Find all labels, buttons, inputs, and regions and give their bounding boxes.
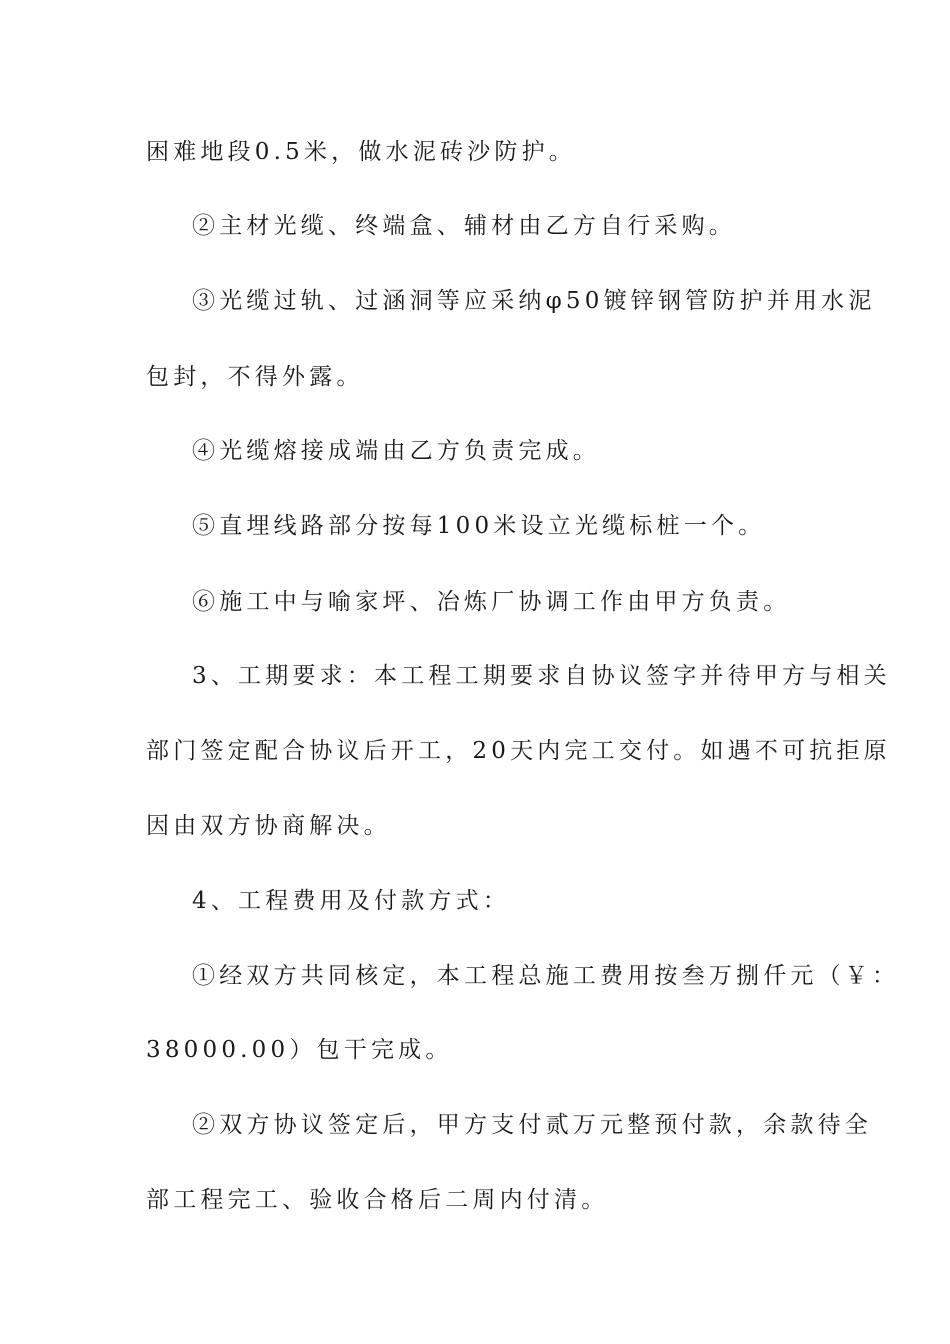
text-line-15: 部工程完工、验收合格后二周内付清。 (146, 1187, 609, 1213)
text-line-3: ③光缆过轨、过涵洞等应采纳φ50镀锌钢管防护并用水泥 (192, 288, 876, 314)
text-line-11: 4、工程费用及付款方式： (192, 888, 511, 914)
text-line-5: ④光缆熔接成端由乙方负责完成。 (192, 438, 600, 464)
text-line-2: ②主材光缆、终端盒、辅材由乙方自行采购。 (192, 213, 736, 239)
text-line-8: 3、工期要求：本工程工期要求自协议签字并待甲方与相关 (192, 663, 891, 689)
text-line-6: ⑤直埋线路部分按每100米设立光缆标桩一个。 (192, 513, 766, 539)
text-line-10: 因由双方协商解决。 (146, 813, 391, 839)
text-line-12: ①经双方共同核定，本工程总施工费用按叁万捌仟元（￥： (192, 963, 900, 989)
text-line-9: 部门签定配合协议后开工，20天内完工交付。如遇不可抗拒原 (146, 738, 891, 764)
text-line-7: ⑥施工中与喻家坪、冶炼厂协调工作由甲方负责。 (192, 589, 791, 615)
text-line-4: 包封，不得外露。 (146, 364, 364, 390)
text-line-14: ②双方协议签定后，甲方支付贰万元整预付款，余款待全 (192, 1112, 872, 1138)
text-line-13: 38000.00）包干完成。 (146, 1037, 453, 1063)
text-line-1: 困难地段0.5米，做水泥砖沙防护。 (146, 139, 576, 165)
